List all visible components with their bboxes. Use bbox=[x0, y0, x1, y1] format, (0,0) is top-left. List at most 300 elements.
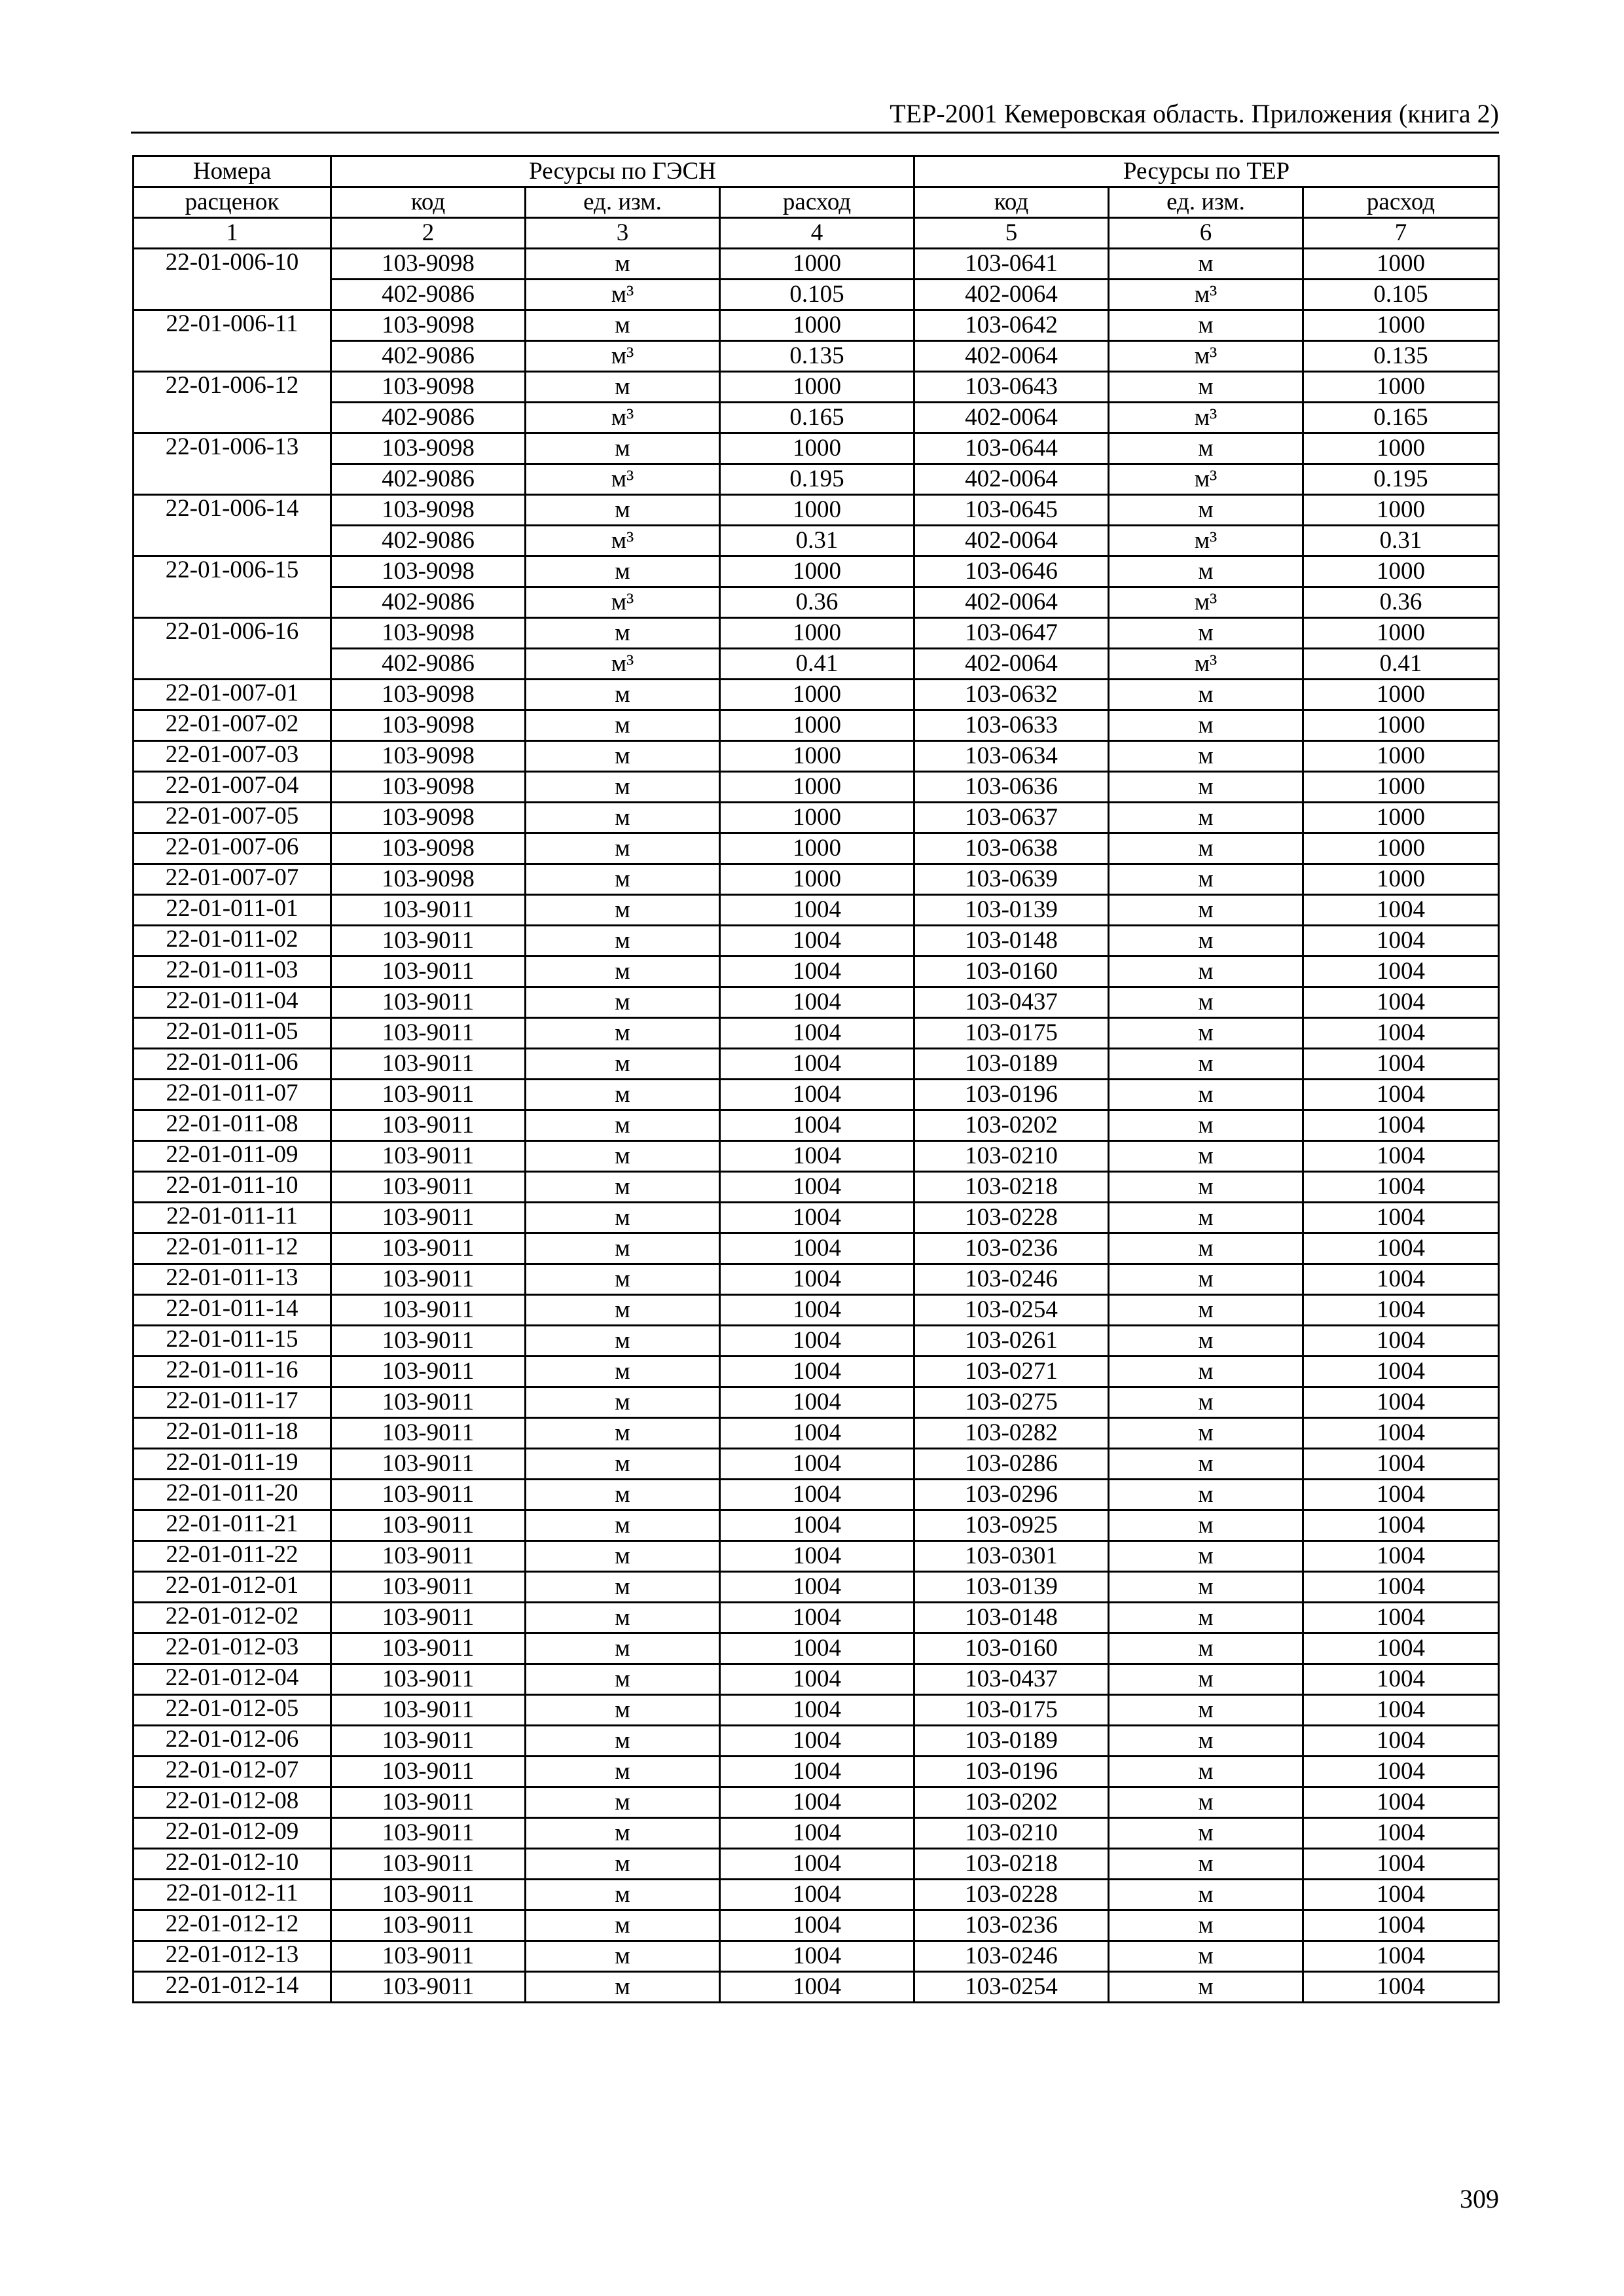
table-row bbox=[134, 1787, 1499, 1818]
ter-amount-cell: 1004 bbox=[1303, 1233, 1499, 1264]
ter-code-cell: 103-0639 bbox=[914, 864, 1109, 895]
table-row bbox=[134, 957, 1499, 987]
header-gesn-unit: ед. изм. bbox=[526, 187, 720, 218]
ter-unit-cell: м bbox=[1109, 1664, 1303, 1695]
rate-number-cell: 22-01-012-02 bbox=[134, 1603, 331, 1633]
gesn-unit-cell: м bbox=[526, 1695, 720, 1726]
table-row bbox=[134, 1110, 1499, 1141]
rate-number-cell: 22-01-011-17 bbox=[134, 1387, 331, 1418]
gesn-unit-cell: м bbox=[526, 926, 720, 957]
ter-amount-cell: 1004 bbox=[1303, 1449, 1499, 1480]
ter-unit-cell: м bbox=[1109, 1172, 1303, 1203]
table-row bbox=[134, 403, 1499, 433]
gesn-amount-cell: 1000 bbox=[720, 433, 914, 464]
ter-unit-cell: м bbox=[1109, 1233, 1303, 1264]
table-row bbox=[134, 1018, 1499, 1049]
gesn-amount-cell: 1004 bbox=[720, 1510, 914, 1541]
ter-code-cell: 103-0282 bbox=[914, 1418, 1109, 1449]
rate-number-cell: 22-01-011-04 bbox=[134, 987, 331, 1018]
table-row bbox=[134, 864, 1499, 895]
rate-number-cell: 22-01-006-16 bbox=[134, 618, 331, 680]
gesn-unit-cell: м bbox=[526, 372, 720, 403]
rate-number-cell: 22-01-012-09 bbox=[134, 1818, 331, 1849]
rate-number-cell: 22-01-007-02 bbox=[134, 710, 331, 741]
gesn-amount-cell: 0.31 bbox=[720, 526, 914, 556]
table-row bbox=[134, 1357, 1499, 1387]
gesn-amount-cell: 0.41 bbox=[720, 649, 914, 680]
ter-amount-cell: 1004 bbox=[1303, 1541, 1499, 1572]
gesn-amount-cell: 1004 bbox=[720, 1664, 914, 1695]
ter-code-cell: 103-0638 bbox=[914, 833, 1109, 864]
gesn-code-cell: 402-9086 bbox=[331, 649, 526, 680]
ter-unit-cell: м bbox=[1109, 1787, 1303, 1818]
ter-code-cell: 402-0064 bbox=[914, 587, 1109, 618]
ter-unit-cell: м bbox=[1109, 741, 1303, 772]
ter-amount-cell: 1000 bbox=[1303, 741, 1499, 772]
gesn-code-cell: 103-9011 bbox=[331, 1387, 526, 1418]
gesn-unit-cell: м bbox=[526, 1910, 720, 1941]
ter-unit-cell: м bbox=[1109, 1049, 1303, 1080]
ter-amount-cell: 0.31 bbox=[1303, 526, 1499, 556]
ter-unit-cell: м bbox=[1109, 1018, 1303, 1049]
gesn-amount-cell: 1000 bbox=[720, 741, 914, 772]
ter-unit-cell: м bbox=[1109, 1264, 1303, 1295]
table-row bbox=[134, 1480, 1499, 1510]
gesn-amount-cell: 1004 bbox=[720, 1572, 914, 1603]
gesn-code-cell: 103-9011 bbox=[331, 957, 526, 987]
gesn-amount-cell: 1004 bbox=[720, 895, 914, 926]
ter-unit-cell: м bbox=[1109, 1603, 1303, 1633]
gesn-amount-cell: 1004 bbox=[720, 1172, 914, 1203]
ter-unit-cell: м bbox=[1109, 864, 1303, 895]
header-divider bbox=[131, 132, 1499, 134]
gesn-code-cell: 402-9086 bbox=[331, 464, 526, 495]
header-ter-code: код bbox=[914, 187, 1109, 218]
ter-unit-cell: м bbox=[1109, 1849, 1303, 1880]
ter-amount-cell: 1004 bbox=[1303, 1418, 1499, 1449]
gesn-unit-cell: м bbox=[526, 710, 720, 741]
gesn-code-cell: 103-9011 bbox=[331, 1633, 526, 1664]
table-row bbox=[134, 587, 1499, 618]
gesn-code-cell: 103-9011 bbox=[331, 1295, 526, 1326]
ter-amount-cell: 1004 bbox=[1303, 1910, 1499, 1941]
gesn-amount-cell: 1004 bbox=[720, 1757, 914, 1787]
gesn-code-cell: 103-9098 bbox=[331, 772, 526, 803]
gesn-code-cell: 103-9011 bbox=[331, 1941, 526, 1972]
ter-code-cell: 103-0301 bbox=[914, 1541, 1109, 1572]
ter-code-cell: 103-0254 bbox=[914, 1295, 1109, 1326]
ter-code-cell: 103-0637 bbox=[914, 803, 1109, 833]
gesn-code-cell: 103-9011 bbox=[331, 1972, 526, 2003]
gesn-unit-cell: м bbox=[526, 741, 720, 772]
gesn-code-cell: 103-9011 bbox=[331, 1357, 526, 1387]
ter-code-cell: 103-0236 bbox=[914, 1910, 1109, 1941]
ter-amount-cell: 1000 bbox=[1303, 772, 1499, 803]
resources-table bbox=[132, 155, 1500, 2003]
column-number: 6 bbox=[1109, 218, 1303, 249]
rate-number-cell: 22-01-006-13 bbox=[134, 433, 331, 495]
ter-amount-cell: 1004 bbox=[1303, 1818, 1499, 1849]
gesn-amount-cell: 0.105 bbox=[720, 280, 914, 310]
gesn-unit-cell: м bbox=[526, 680, 720, 710]
gesn-unit-cell: м bbox=[526, 772, 720, 803]
gesn-code-cell: 103-9011 bbox=[331, 1787, 526, 1818]
gesn-code-cell: 103-9011 bbox=[331, 1695, 526, 1726]
column-number: 4 bbox=[720, 218, 914, 249]
gesn-code-cell: 103-9098 bbox=[331, 710, 526, 741]
ter-amount-cell: 1000 bbox=[1303, 372, 1499, 403]
rate-number-cell: 22-01-011-18 bbox=[134, 1418, 331, 1449]
table-row bbox=[134, 1849, 1499, 1880]
table-row bbox=[134, 895, 1499, 926]
ter-amount-cell: 1004 bbox=[1303, 1572, 1499, 1603]
ter-amount-cell: 1004 bbox=[1303, 926, 1499, 957]
gesn-amount-cell: 1004 bbox=[720, 1264, 914, 1295]
table-row bbox=[134, 1326, 1499, 1357]
rate-number-cell: 22-01-012-11 bbox=[134, 1880, 331, 1910]
table-row bbox=[134, 433, 1499, 464]
ter-amount-cell: 0.195 bbox=[1303, 464, 1499, 495]
gesn-unit-cell: м bbox=[526, 1757, 720, 1787]
ter-code-cell: 402-0064 bbox=[914, 526, 1109, 556]
gesn-code-cell: 402-9086 bbox=[331, 341, 526, 372]
gesn-code-cell: 103-9011 bbox=[331, 1541, 526, 1572]
gesn-code-cell: 103-9011 bbox=[331, 1880, 526, 1910]
table-row bbox=[134, 1049, 1499, 1080]
rate-number-cell: 22-01-012-14 bbox=[134, 1972, 331, 2003]
ter-amount-cell: 1004 bbox=[1303, 1633, 1499, 1664]
ter-unit-cell: м bbox=[1109, 833, 1303, 864]
gesn-amount-cell: 1004 bbox=[720, 1603, 914, 1633]
rate-number-cell: 22-01-006-15 bbox=[134, 556, 331, 618]
ter-unit-cell: м³ bbox=[1109, 464, 1303, 495]
ter-unit-cell: м bbox=[1109, 372, 1303, 403]
ter-unit-cell: м bbox=[1109, 1387, 1303, 1418]
gesn-amount-cell: 1000 bbox=[720, 372, 914, 403]
ter-code-cell: 103-0286 bbox=[914, 1449, 1109, 1480]
table-row bbox=[134, 1880, 1499, 1910]
gesn-code-cell: 402-9086 bbox=[331, 587, 526, 618]
gesn-code-cell: 103-9011 bbox=[331, 1510, 526, 1541]
rate-number-cell: 22-01-012-10 bbox=[134, 1849, 331, 1880]
ter-amount-cell: 1000 bbox=[1303, 680, 1499, 710]
ter-code-cell: 103-0189 bbox=[914, 1049, 1109, 1080]
rate-number-cell: 22-01-012-07 bbox=[134, 1757, 331, 1787]
column-number: 2 bbox=[331, 218, 526, 249]
gesn-unit-cell: м bbox=[526, 1233, 720, 1264]
ter-amount-cell: 1000 bbox=[1303, 249, 1499, 280]
ter-code-cell: 103-0634 bbox=[914, 741, 1109, 772]
gesn-amount-cell: 1004 bbox=[720, 1726, 914, 1757]
column-number: 7 bbox=[1303, 218, 1499, 249]
gesn-code-cell: 103-9011 bbox=[331, 1849, 526, 1880]
ter-amount-cell: 1000 bbox=[1303, 710, 1499, 741]
ter-unit-cell: м bbox=[1109, 957, 1303, 987]
gesn-amount-cell: 1004 bbox=[720, 1357, 914, 1387]
table-row bbox=[134, 987, 1499, 1018]
gesn-unit-cell: м bbox=[526, 1387, 720, 1418]
table-body bbox=[134, 249, 1499, 2003]
ter-unit-cell: м bbox=[1109, 495, 1303, 526]
ter-unit-cell: м bbox=[1109, 895, 1303, 926]
table-row bbox=[134, 1264, 1499, 1295]
gesn-unit-cell: м bbox=[526, 1880, 720, 1910]
gesn-code-cell: 103-9011 bbox=[331, 1110, 526, 1141]
ter-unit-cell: м bbox=[1109, 1910, 1303, 1941]
table-row bbox=[134, 1910, 1499, 1941]
ter-amount-cell: 0.36 bbox=[1303, 587, 1499, 618]
rate-number-cell: 22-01-012-01 bbox=[134, 1572, 331, 1603]
gesn-code-cell: 103-9011 bbox=[331, 1910, 526, 1941]
rate-number-cell: 22-01-006-10 bbox=[134, 249, 331, 310]
ter-amount-cell: 1004 bbox=[1303, 1387, 1499, 1418]
gesn-unit-cell: м³ bbox=[526, 526, 720, 556]
gesn-amount-cell: 1000 bbox=[720, 556, 914, 587]
ter-unit-cell: м bbox=[1109, 1695, 1303, 1726]
gesn-unit-cell: м bbox=[526, 1141, 720, 1172]
gesn-amount-cell: 1004 bbox=[720, 1818, 914, 1849]
rate-number-cell: 22-01-011-15 bbox=[134, 1326, 331, 1357]
ter-unit-cell: м bbox=[1109, 1726, 1303, 1757]
column-number: 3 bbox=[526, 218, 720, 249]
ter-code-cell: 402-0064 bbox=[914, 464, 1109, 495]
gesn-code-cell: 103-9011 bbox=[331, 1664, 526, 1695]
gesn-code-cell: 103-9098 bbox=[331, 249, 526, 280]
gesn-unit-cell: м bbox=[526, 495, 720, 526]
gesn-amount-cell: 1004 bbox=[720, 1141, 914, 1172]
gesn-amount-cell: 1004 bbox=[720, 1387, 914, 1418]
table-row bbox=[134, 680, 1499, 710]
ter-code-cell: 103-0647 bbox=[914, 618, 1109, 649]
ter-code-cell: 103-0246 bbox=[914, 1264, 1109, 1295]
ter-code-cell: 103-0148 bbox=[914, 926, 1109, 957]
header-ter-unit: ед. изм. bbox=[1109, 187, 1303, 218]
ter-unit-cell: м bbox=[1109, 249, 1303, 280]
table-row bbox=[134, 1695, 1499, 1726]
gesn-code-cell: 103-9011 bbox=[331, 1603, 526, 1633]
ter-code-cell: 103-0437 bbox=[914, 987, 1109, 1018]
table-row bbox=[134, 649, 1499, 680]
ter-code-cell: 103-0218 bbox=[914, 1849, 1109, 1880]
gesn-unit-cell: м bbox=[526, 1080, 720, 1110]
gesn-amount-cell: 1004 bbox=[720, 1972, 914, 2003]
ter-code-cell: 402-0064 bbox=[914, 280, 1109, 310]
rate-number-cell: 22-01-011-22 bbox=[134, 1541, 331, 1572]
rate-number-cell: 22-01-012-03 bbox=[134, 1633, 331, 1664]
header-row-2 bbox=[134, 187, 1499, 218]
ter-code-cell: 103-0246 bbox=[914, 1941, 1109, 1972]
gesn-code-cell: 103-9098 bbox=[331, 372, 526, 403]
rate-number-cell: 22-01-011-10 bbox=[134, 1172, 331, 1203]
gesn-code-cell: 103-9011 bbox=[331, 1449, 526, 1480]
ter-code-cell: 103-0148 bbox=[914, 1603, 1109, 1633]
rate-number-cell: 22-01-011-16 bbox=[134, 1357, 331, 1387]
ter-amount-cell: 1004 bbox=[1303, 1203, 1499, 1233]
gesn-code-cell: 402-9086 bbox=[331, 526, 526, 556]
gesn-amount-cell: 1004 bbox=[720, 957, 914, 987]
gesn-amount-cell: 1004 bbox=[720, 1910, 914, 1941]
ter-amount-cell: 1004 bbox=[1303, 1972, 1499, 2003]
gesn-unit-cell: м bbox=[526, 1818, 720, 1849]
ter-code-cell: 103-0271 bbox=[914, 1357, 1109, 1387]
table-row bbox=[134, 1941, 1499, 1972]
ter-unit-cell: м bbox=[1109, 1480, 1303, 1510]
table-row bbox=[134, 618, 1499, 649]
gesn-amount-cell: 0.36 bbox=[720, 587, 914, 618]
ter-amount-cell: 1004 bbox=[1303, 1664, 1499, 1695]
ter-unit-cell: м bbox=[1109, 1295, 1303, 1326]
ter-amount-cell: 1004 bbox=[1303, 1787, 1499, 1818]
ter-amount-cell: 0.105 bbox=[1303, 280, 1499, 310]
gesn-amount-cell: 1004 bbox=[720, 1418, 914, 1449]
gesn-unit-cell: м bbox=[526, 1172, 720, 1203]
rate-number-cell: 22-01-011-08 bbox=[134, 1110, 331, 1141]
gesn-code-cell: 103-9011 bbox=[331, 1818, 526, 1849]
ter-amount-cell: 1004 bbox=[1303, 1480, 1499, 1510]
gesn-amount-cell: 1004 bbox=[720, 1541, 914, 1572]
ter-code-cell: 103-0925 bbox=[914, 1510, 1109, 1541]
gesn-amount-cell: 1000 bbox=[720, 618, 914, 649]
table-row bbox=[134, 1572, 1499, 1603]
gesn-code-cell: 103-9011 bbox=[331, 1572, 526, 1603]
gesn-amount-cell: 1004 bbox=[720, 1080, 914, 1110]
gesn-code-cell: 103-9011 bbox=[331, 1418, 526, 1449]
ter-code-cell: 103-0196 bbox=[914, 1080, 1109, 1110]
gesn-code-cell: 103-9011 bbox=[331, 1326, 526, 1357]
gesn-code-cell: 103-9098 bbox=[331, 495, 526, 526]
ter-code-cell: 103-0228 bbox=[914, 1203, 1109, 1233]
gesn-code-cell: 103-9011 bbox=[331, 1726, 526, 1757]
gesn-unit-cell: м bbox=[526, 1849, 720, 1880]
gesn-code-cell: 103-9098 bbox=[331, 803, 526, 833]
gesn-unit-cell: м bbox=[526, 864, 720, 895]
gesn-code-cell: 103-9098 bbox=[331, 864, 526, 895]
gesn-unit-cell: м bbox=[526, 1510, 720, 1541]
ter-unit-cell: м bbox=[1109, 1449, 1303, 1480]
gesn-amount-cell: 1004 bbox=[720, 1787, 914, 1818]
gesn-unit-cell: м bbox=[526, 1203, 720, 1233]
ter-unit-cell: м bbox=[1109, 1080, 1303, 1110]
ter-code-cell: 103-0296 bbox=[914, 1480, 1109, 1510]
gesn-unit-cell: м³ bbox=[526, 403, 720, 433]
gesn-amount-cell: 1000 bbox=[720, 680, 914, 710]
ter-amount-cell: 1004 bbox=[1303, 957, 1499, 987]
header-ter-amount: расход bbox=[1303, 187, 1499, 218]
gesn-unit-cell: м bbox=[526, 987, 720, 1018]
ter-unit-cell: м bbox=[1109, 772, 1303, 803]
gesn-amount-cell: 1004 bbox=[720, 1849, 914, 1880]
rate-number-cell: 22-01-007-03 bbox=[134, 741, 331, 772]
rate-number-cell: 22-01-011-03 bbox=[134, 957, 331, 987]
gesn-unit-cell: м bbox=[526, 1726, 720, 1757]
gesn-amount-cell: 1000 bbox=[720, 772, 914, 803]
ter-unit-cell: м³ bbox=[1109, 280, 1303, 310]
gesn-code-cell: 103-9098 bbox=[331, 556, 526, 587]
gesn-unit-cell: м³ bbox=[526, 464, 720, 495]
ter-amount-cell: 1000 bbox=[1303, 833, 1499, 864]
ter-code-cell: 103-0254 bbox=[914, 1972, 1109, 2003]
ter-unit-cell: м bbox=[1109, 1110, 1303, 1141]
rate-number-cell: 22-01-011-12 bbox=[134, 1233, 331, 1264]
rate-number-cell: 22-01-011-05 bbox=[134, 1018, 331, 1049]
ter-amount-cell: 1000 bbox=[1303, 433, 1499, 464]
table-row bbox=[134, 495, 1499, 526]
table-row bbox=[134, 926, 1499, 957]
rate-number-cell: 22-01-007-07 bbox=[134, 864, 331, 895]
ter-code-cell: 103-0210 bbox=[914, 1141, 1109, 1172]
gesn-unit-cell: м bbox=[526, 1480, 720, 1510]
table-row bbox=[134, 1510, 1499, 1541]
gesn-unit-cell: м³ bbox=[526, 280, 720, 310]
ter-amount-cell: 1004 bbox=[1303, 1049, 1499, 1080]
ter-unit-cell: м bbox=[1109, 618, 1303, 649]
rate-number-cell: 22-01-012-12 bbox=[134, 1910, 331, 1941]
ter-code-cell: 103-0645 bbox=[914, 495, 1109, 526]
gesn-unit-cell: м bbox=[526, 833, 720, 864]
gesn-amount-cell: 1000 bbox=[720, 833, 914, 864]
ter-code-cell: 103-0641 bbox=[914, 249, 1109, 280]
ter-code-cell: 103-0218 bbox=[914, 1172, 1109, 1203]
gesn-unit-cell: м bbox=[526, 1326, 720, 1357]
table-row bbox=[134, 1203, 1499, 1233]
rate-number-cell: 22-01-012-05 bbox=[134, 1695, 331, 1726]
ter-unit-cell: м bbox=[1109, 680, 1303, 710]
table-row bbox=[134, 1972, 1499, 2003]
table-row bbox=[134, 372, 1499, 403]
table-row bbox=[134, 1418, 1499, 1449]
gesn-amount-cell: 1000 bbox=[720, 495, 914, 526]
ter-amount-cell: 1004 bbox=[1303, 987, 1499, 1018]
gesn-unit-cell: м bbox=[526, 1972, 720, 2003]
table-row bbox=[134, 1633, 1499, 1664]
header-row-1 bbox=[134, 156, 1499, 187]
ter-unit-cell: м bbox=[1109, 803, 1303, 833]
ter-unit-cell: м bbox=[1109, 310, 1303, 341]
rate-number-cell: 22-01-011-07 bbox=[134, 1080, 331, 1110]
table-row bbox=[134, 526, 1499, 556]
rate-number-cell: 22-01-011-20 bbox=[134, 1480, 331, 1510]
rate-number-cell: 22-01-006-12 bbox=[134, 372, 331, 433]
gesn-amount-cell: 0.165 bbox=[720, 403, 914, 433]
ter-code-cell: 103-0160 bbox=[914, 1633, 1109, 1664]
ter-unit-cell: м³ bbox=[1109, 526, 1303, 556]
header-gesn-resources: Ресурсы по ГЭСН bbox=[331, 156, 914, 187]
table-row bbox=[134, 1726, 1499, 1757]
rate-number-cell: 22-01-011-11 bbox=[134, 1203, 331, 1233]
gesn-unit-cell: м bbox=[526, 1018, 720, 1049]
gesn-code-cell: 402-9086 bbox=[331, 403, 526, 433]
ter-code-cell: 103-0642 bbox=[914, 310, 1109, 341]
gesn-code-cell: 103-9011 bbox=[331, 1049, 526, 1080]
gesn-unit-cell: м bbox=[526, 1787, 720, 1818]
gesn-code-cell: 103-9011 bbox=[331, 987, 526, 1018]
page-header: ТЕР-2001 Кемеровская область. Приложения (книга 2) bbox=[890, 99, 1499, 128]
gesn-code-cell: 103-9011 bbox=[331, 1141, 526, 1172]
gesn-code-cell: 103-9098 bbox=[331, 833, 526, 864]
rate-number-cell: 22-01-006-14 bbox=[134, 495, 331, 556]
ter-amount-cell: 1004 bbox=[1303, 1357, 1499, 1387]
gesn-unit-cell: м bbox=[526, 1295, 720, 1326]
ter-code-cell: 103-0202 bbox=[914, 1110, 1109, 1141]
table-row bbox=[134, 1387, 1499, 1418]
header-ter-resources: Ресурсы по ТЕР bbox=[914, 156, 1499, 187]
ter-amount-cell: 1000 bbox=[1303, 803, 1499, 833]
gesn-code-cell: 103-9011 bbox=[331, 1172, 526, 1203]
ter-unit-cell: м³ bbox=[1109, 587, 1303, 618]
gesn-code-cell: 103-9011 bbox=[331, 895, 526, 926]
table-row bbox=[134, 1233, 1499, 1264]
ter-amount-cell: 1004 bbox=[1303, 1110, 1499, 1141]
